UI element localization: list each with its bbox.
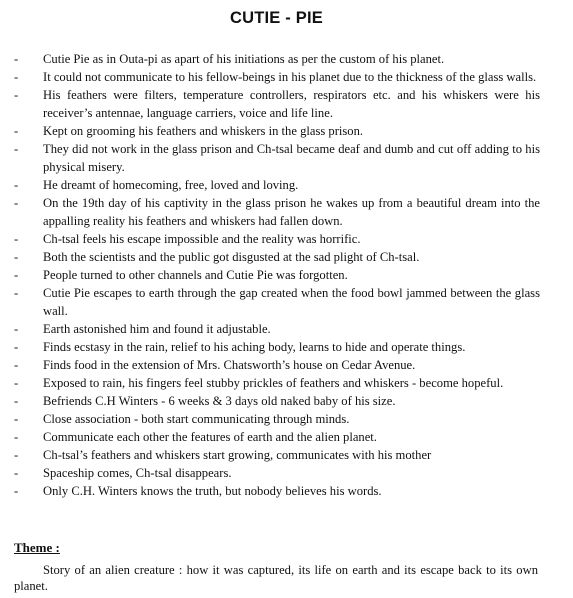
- list-item: [14, 284, 540, 320]
- list-item-text: Ch-tsal feels his escape impossible and the reality was horrific.: [43, 232, 361, 246]
- list-item-text: Ch-tsal’s feathers and whiskers start growing, communicates with his mother: [43, 448, 432, 462]
- bullet-marker: -: [14, 430, 19, 444]
- list-item-text: He dreamt of homecoming, free, loved and loving.: [43, 178, 299, 192]
- bullet-marker: -: [14, 340, 19, 354]
- list-item-text: Close association - both start communicating through minds.: [43, 412, 350, 426]
- list-item-text: Befriends C.H Winters - 6 weeks & 3 days old naked baby of his size.: [43, 394, 396, 408]
- list-item-text: Earth astonished him and found it adjustable.: [43, 322, 271, 336]
- list-item: [14, 410, 540, 428]
- list-item: [14, 266, 540, 284]
- bullet-marker: -: [14, 124, 19, 138]
- list-item-text: His feathers were filters, temperature controllers, respirators etc. and his whiskers were his receiver’s antennae, language carriers, voice and life line.: [43, 88, 540, 120]
- list-item: [14, 338, 540, 356]
- bullet-marker: -: [14, 70, 19, 84]
- list-item: [14, 194, 540, 230]
- list-item-text: Communicate each other the features of earth and the alien planet.: [43, 430, 377, 444]
- bullet-marker: -: [14, 88, 19, 102]
- list-item-text: It could not communicate to his fellow-beings in his planet due to the thickness of the glass walls.: [43, 70, 537, 84]
- list-item: [14, 176, 540, 194]
- bullet-marker: -: [14, 286, 19, 300]
- bullet-marker: -: [14, 196, 19, 210]
- list-item: [14, 482, 540, 500]
- list-item-text: They did not work in the glass prison and Ch-tsal became deaf and dumb and cut off adding to his physical misery.: [43, 142, 540, 174]
- list-item-text: Spaceship comes, Ch-tsal disappears.: [43, 466, 232, 480]
- bullet-marker: -: [14, 322, 19, 336]
- list-item-text: Finds food in the extension of Mrs. Chatsworth’s house on Cedar Avenue.: [43, 358, 416, 372]
- theme-heading: Theme :: [14, 540, 60, 555]
- list-item-text: Both the scientists and the public got disgusted at the sad plight of Ch-tsal.: [43, 250, 420, 264]
- list-item: [14, 374, 540, 392]
- bullet-marker: -: [14, 52, 19, 66]
- list-item-text: Cutie Pie as in Outa-pi as apart of his initiations as per the custom of his planet.: [43, 52, 445, 66]
- bullet-marker: -: [14, 466, 19, 480]
- bullet-marker: -: [14, 268, 19, 282]
- list-item: [14, 248, 540, 266]
- bullet-marker: -: [14, 484, 19, 498]
- bullet-marker: -: [14, 250, 19, 264]
- list-item: [14, 140, 540, 176]
- list-item-text: Exposed to rain, his fingers feel stubby prickles of feathers and whiskers - become hopeful.: [43, 376, 504, 390]
- page-title: CUTIE - PIE: [230, 9, 323, 27]
- list-item: [14, 230, 540, 248]
- list-item: [14, 50, 540, 68]
- list-item-text: People turned to other channels and Cutie Pie was forgotten.: [43, 268, 348, 282]
- list-item-text: On the 19th day of his captivity in the glass prison he wakes up from a beautiful dream into the appalling reality his feathers and whiskers had fallen down.: [43, 196, 540, 228]
- list-item-text: Finds ecstasy in the rain, relief to his aching body, learns to hide and operate things.: [43, 340, 466, 354]
- bullet-marker: -: [14, 448, 19, 462]
- list-item: [14, 464, 540, 482]
- summary-list: [14, 50, 540, 500]
- list-item: [14, 68, 540, 86]
- list-item-text: Only C.H. Winters knows the truth, but nobody believes his words.: [43, 484, 382, 498]
- list-item: [14, 320, 540, 338]
- bullet-marker: -: [14, 178, 19, 192]
- list-item-text: Kept on grooming his feathers and whiskers in the glass prison.: [43, 124, 364, 138]
- bullet-marker: -: [14, 142, 19, 156]
- bullet-marker: -: [14, 376, 19, 390]
- list-item: [14, 86, 540, 122]
- list-item: [14, 356, 540, 374]
- bullet-marker: -: [14, 358, 19, 372]
- list-item: [14, 428, 540, 446]
- list-item: [14, 446, 540, 464]
- list-item-text: Cutie Pie escapes to earth through the gap created when the food bowl jammed between the glass wall.: [43, 286, 540, 318]
- list-item: [14, 122, 540, 140]
- bullet-marker: -: [14, 394, 19, 408]
- bullet-marker: -: [14, 412, 19, 426]
- bullet-marker: -: [14, 232, 19, 246]
- list-item: [14, 392, 540, 410]
- theme-paragraph: Story of an alien creature : how it was captured, its life on earth and its escape back to its own planet.: [14, 563, 538, 593]
